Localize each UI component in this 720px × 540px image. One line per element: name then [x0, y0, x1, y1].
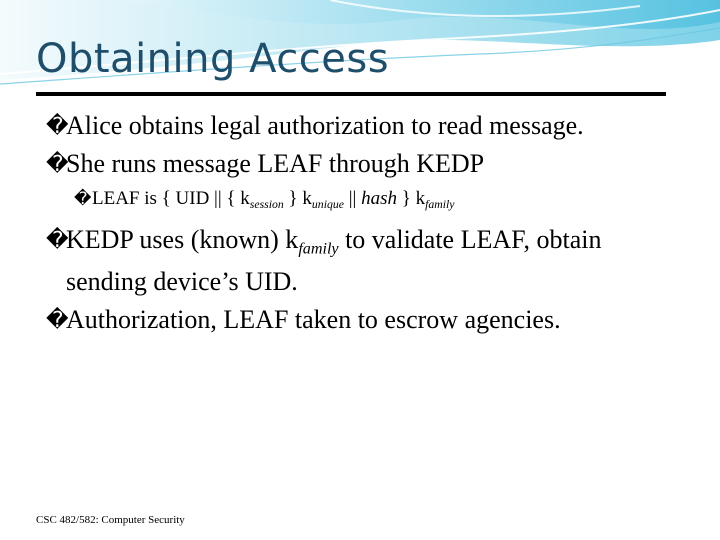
subscript-session: session — [249, 198, 284, 212]
subscript-unique: unique — [311, 198, 344, 212]
leaf-formula-mid3: } k — [396, 188, 426, 209]
leaf-formula-prefix: LEAF is { UID || { k — [92, 188, 250, 209]
leaf-formula-mid1: } k — [283, 188, 312, 209]
subscript-family: family — [425, 198, 455, 212]
subscript-family: family — [298, 240, 339, 258]
bullet-glyph: � — [74, 189, 92, 208]
footer-course-label: CSC 482/582: Computer Security — [36, 514, 185, 526]
bullet-2-text: She runs message LEAF through KEDP — [66, 149, 485, 178]
bullet-3-suffix: to validate LEAF, obtain sending device’s UID. — [66, 225, 602, 296]
bullet-3 — [48, 224, 688, 298]
page-title: Obtaining Access — [36, 36, 390, 82]
bullet-4-text: Authorization, LEAF taken to escrow agencies. — [66, 304, 561, 334]
bullet-2 — [48, 148, 688, 180]
leaf-formula-mid2: || — [343, 188, 362, 209]
sub-bullet-leaf-formula — [48, 186, 688, 218]
bullet-glyph: � — [46, 306, 69, 332]
bullet-glyph: � — [46, 227, 69, 253]
bullet-4 — [48, 304, 688, 336]
title-underline — [36, 92, 666, 96]
bullet-3-prefix: KEDP uses (known) k — [66, 225, 299, 255]
bullet-1 — [48, 110, 688, 142]
bullet-glyph: � — [46, 151, 69, 176]
bullet-glyph: � — [46, 113, 69, 138]
leaf-formula-hash: hash — [361, 188, 397, 209]
bullet-1-text: Alice obtains legal authorization to read message. — [66, 111, 584, 140]
slide-body — [48, 110, 688, 342]
